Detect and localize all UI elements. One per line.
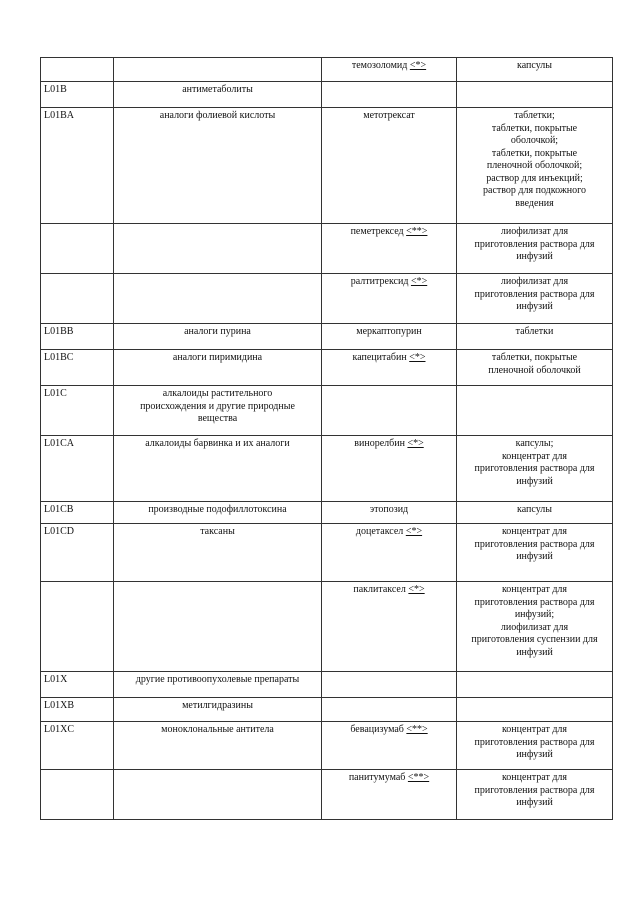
dosage-form-cell: концентрат для приготовления раствора для инфузий — [457, 722, 613, 770]
code-cell: L01C — [41, 386, 114, 436]
drug-cell — [322, 672, 457, 698]
footnote-mark[interactable]: <**> — [406, 226, 428, 237]
group-cell: аналоги пиримидина — [114, 350, 322, 386]
drug-cell — [322, 386, 457, 436]
dosage-form-cell — [457, 672, 613, 698]
drug-cell — [322, 524, 457, 582]
table-row — [41, 672, 613, 698]
drug-table — [40, 57, 613, 820]
dosage-form-cell — [457, 386, 613, 436]
dosage-form-cell — [457, 82, 613, 108]
table-row — [41, 108, 613, 224]
footnote-mark[interactable]: <**> — [407, 772, 430, 783]
drug-cell — [322, 436, 457, 502]
dosage-form-cell: концентрат для приготовления раствора для инфузий; лиофилизат для приготовления суспензии для инфузий — [457, 582, 613, 672]
dosage-form-cell: капсулы — [457, 502, 613, 524]
dosage-form-cell: концентрат для приготовления раствора для инфузий — [457, 524, 613, 582]
table-row — [41, 722, 613, 770]
group-cell — [114, 224, 322, 274]
code-cell — [41, 274, 114, 324]
drug-cell — [322, 582, 457, 672]
dosage-form-cell: капсулы; концентрат для приготовления раствора для инфузий — [457, 436, 613, 502]
table-row — [41, 350, 613, 386]
drug-name: ралтитрексид — [350, 276, 409, 287]
code-cell: L01CB — [41, 502, 114, 524]
drug-cell — [322, 350, 457, 386]
code-cell — [41, 58, 114, 82]
table-row — [41, 582, 613, 672]
dosage-form-cell — [457, 698, 613, 722]
group-cell: метилгидразины — [114, 698, 322, 722]
code-cell — [41, 224, 114, 274]
drug-name: паклитаксел — [353, 584, 406, 595]
drug-cell — [322, 58, 457, 82]
code-cell: L01B — [41, 82, 114, 108]
drug-cell — [322, 324, 457, 350]
dosage-form-cell: концентрат для приготовления раствора для инфузий — [457, 770, 613, 820]
code-cell: L01CA — [41, 436, 114, 502]
drug-name: пеметрексед — [350, 226, 404, 237]
table-row — [41, 386, 613, 436]
footnote-mark[interactable]: <*> — [408, 584, 425, 595]
table-row — [41, 324, 613, 350]
drug-name: доцетаксел — [355, 526, 404, 537]
drug-name: этопозид — [369, 504, 409, 515]
footnote-mark[interactable]: <*> — [407, 438, 424, 449]
group-cell — [114, 274, 322, 324]
drug-cell — [322, 224, 457, 274]
code-cell: L01XB — [41, 698, 114, 722]
table-row — [41, 698, 613, 722]
dosage-form-cell: лиофилизат для приготовления раствора для инфузий — [457, 224, 613, 274]
group-cell: моноклональные антитела — [114, 722, 322, 770]
table-row — [41, 524, 613, 582]
code-cell — [41, 582, 114, 672]
code-cell: L01BC — [41, 350, 114, 386]
group-cell: алкалоиды растительного происхождения и другие природные вещества — [114, 386, 322, 436]
group-cell — [114, 582, 322, 672]
drug-name: метотрексат — [363, 110, 415, 121]
footnote-mark[interactable]: <*> — [409, 352, 426, 363]
group-cell: аналоги фолиевой кислоты — [114, 108, 322, 224]
drug-name: капецитабин — [352, 352, 407, 363]
footnote-mark[interactable]: <**> — [406, 724, 428, 735]
group-cell: другие противоопухолевые препараты — [114, 672, 322, 698]
drug-name: темозоломид — [351, 60, 408, 71]
dosage-form-cell: капсулы — [457, 58, 613, 82]
group-cell: таксаны — [114, 524, 322, 582]
drug-cell — [322, 502, 457, 524]
dosage-form-cell: таблетки — [457, 324, 613, 350]
code-cell: L01CD — [41, 524, 114, 582]
group-cell — [114, 58, 322, 82]
dosage-form-cell: таблетки, покрытые пленочной оболочкой — [457, 350, 613, 386]
code-cell: L01XC — [41, 722, 114, 770]
drug-cell — [322, 722, 457, 770]
table-row — [41, 502, 613, 524]
group-cell — [114, 770, 322, 820]
code-cell — [41, 770, 114, 820]
code-cell: L01BA — [41, 108, 114, 224]
drug-name: бевацизумаб — [350, 724, 404, 735]
table-row — [41, 274, 613, 324]
group-cell: аналоги пурина — [114, 324, 322, 350]
group-cell: производные подофиллотоксина — [114, 502, 322, 524]
footnote-mark[interactable]: <*> — [405, 526, 423, 537]
footnote-mark[interactable]: <*> — [410, 276, 428, 287]
drug-name: винорелбин — [354, 438, 405, 449]
drug-cell — [322, 698, 457, 722]
table-row — [41, 436, 613, 502]
table-row — [41, 82, 613, 108]
group-cell: антиметаболиты — [114, 82, 322, 108]
dosage-form-cell: таблетки; таблетки, покрытые оболочкой; таблетки, покрытые пленочной оболочкой; раствор для инъекций; раствор для подкожного введения — [457, 108, 613, 224]
table-row — [41, 770, 613, 820]
drug-cell — [322, 770, 457, 820]
footnote-mark[interactable]: <*> — [409, 60, 427, 71]
code-cell: L01BB — [41, 324, 114, 350]
table-row — [41, 224, 613, 274]
table-row — [41, 58, 613, 82]
code-cell: L01X — [41, 672, 114, 698]
drug-name: панитумумаб — [348, 772, 406, 783]
dosage-form-cell: лиофилизат для приготовления раствора для инфузий — [457, 274, 613, 324]
drug-cell — [322, 108, 457, 224]
drug-cell — [322, 82, 457, 108]
drug-cell — [322, 274, 457, 324]
drug-name: меркаптопурин — [356, 326, 422, 337]
drug-table-body — [41, 58, 613, 820]
group-cell: алкалоиды барвинка и их аналоги — [114, 436, 322, 502]
